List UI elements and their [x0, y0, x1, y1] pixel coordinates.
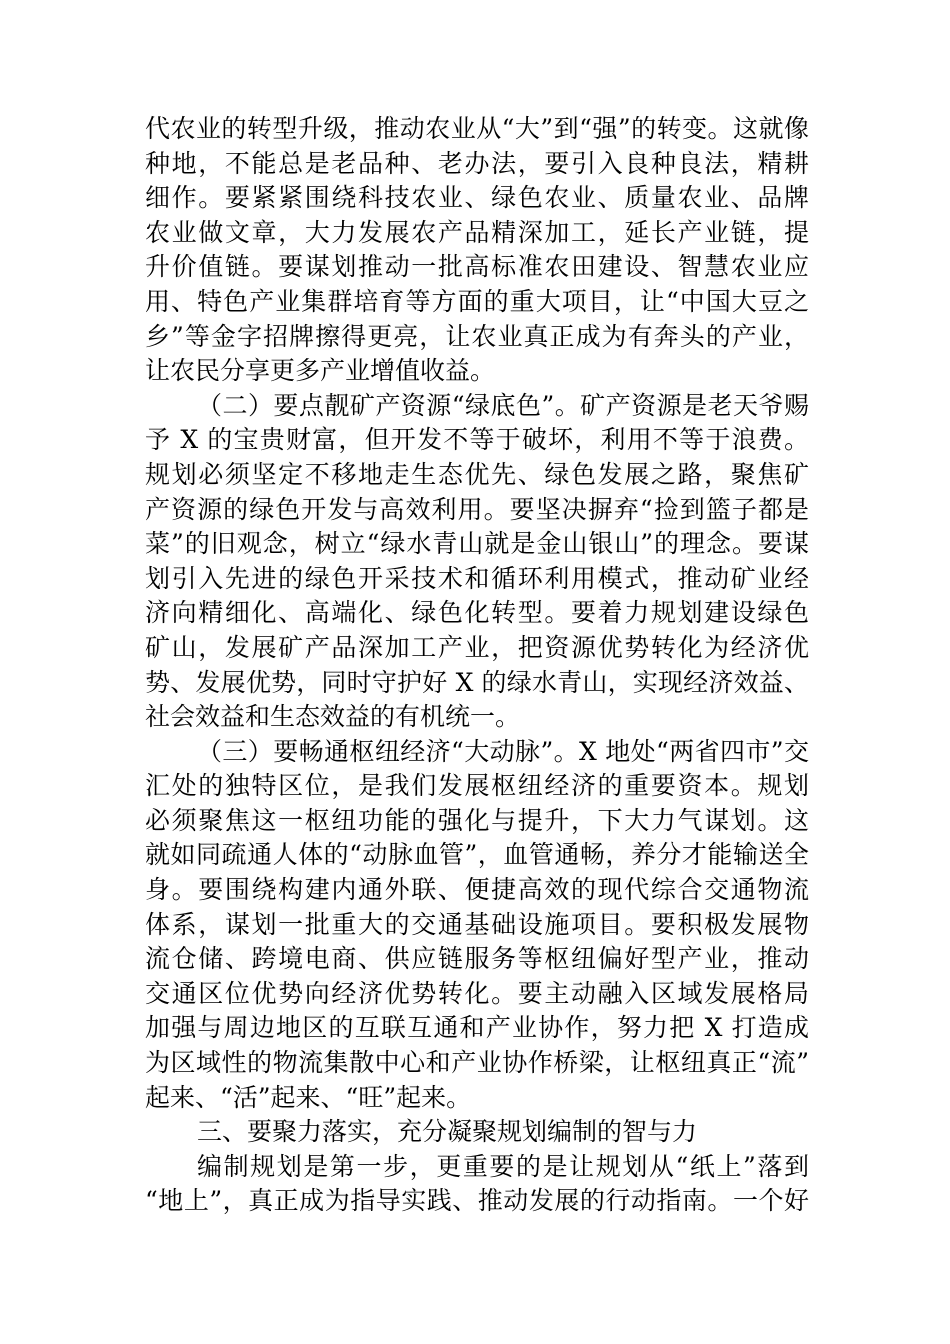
text-line: （二）要点靓矿产资源“绿底色”。矿产资源是老天爷赐 [197, 390, 809, 420]
text-line: 汇处的独特区位，是我们发展枢纽经济的重要资本。规划 [145, 771, 809, 801]
text-line: 社会效益和生态效益的有机统一。 [145, 702, 521, 732]
document-body [145, 112, 809, 1219]
text-line: 种地，不能总是老品种、老办法，要引入良种良法，精耕 [145, 148, 809, 178]
text-line: 体系，谋划一批重大的交通基础设施项目。要积极发展物 [145, 909, 809, 939]
text-line: 流仓储、跨境电商、供应链服务等枢纽偏好型产业，推动 [145, 944, 809, 974]
text-line: 为区域性的物流集散中心和产业协作桥梁，让枢纽真正“流” [145, 1048, 809, 1078]
text-line: 乡”等金字招牌擦得更亮，让农业真正成为有奔头的产业， [145, 321, 809, 351]
section-heading: 三、要聚力落实，充分凝聚规划编制的智与力 [197, 1117, 698, 1147]
paragraph-mineral-resources [145, 389, 809, 735]
paragraph-modern-agriculture [145, 112, 809, 389]
text-line: （三）要畅通枢纽经济“大动脉”。X 地处“两省四市”交 [197, 736, 809, 766]
text-line: 加强与周边地区的互联互通和产业协作，努力把 X 打造成 [145, 1013, 809, 1043]
text-line: 势、发展优势，同时守护好 X 的绿水青山，实现经济效益、 [145, 667, 809, 697]
text-line: 用、特色产业集群培育等方面的重大项目，让“中国大豆之 [145, 286, 809, 316]
paragraph-hub-economy [145, 735, 809, 1116]
text-line: 必须聚焦这一枢纽功能的强化与提升，下大力气谋划。这 [145, 805, 809, 835]
text-line: 规划必须坚定不移地走生态优先、绿色发展之路，聚焦矿 [145, 459, 809, 489]
text-line: 细作。要紧紧围绕科技农业、绿色农业、质量农业、品牌 [145, 183, 809, 213]
text-line: 农业做文章，大力发展农产品精深加工，延长产业链，提 [145, 217, 809, 247]
text-line: 产资源的绿色开发与高效利用。要坚决摒弃“捡到篮子都是 [145, 494, 809, 524]
text-line: 交通区位优势向经济优势转化。要主动融入区域发展格局 [145, 978, 809, 1008]
paragraph-implementation [145, 1150, 809, 1219]
text-line: “地上”，真正成为指导实践、推动发展的行动指南。一个好 [145, 1186, 809, 1216]
text-line: 划引入先进的绿色开采技术和循环利用模式，推动矿业经 [145, 563, 809, 593]
text-line: 代农业的转型升级，推动农业从“大”到“强”的转变。这就像 [145, 114, 809, 143]
text-line: 菜”的旧观念，树立“绿水青山就是金山银山”的理念。要谋 [145, 529, 809, 559]
text-line: 升价值链。要谋划推动一批高标准农田建设、智慧农业应 [145, 252, 809, 282]
text-line: 矿山，发展矿产品深加工产业，把资源优势转化为经济优 [145, 632, 809, 662]
text-line: 予 X 的宝贵财富，但开发不等于破坏，利用不等于浪费。 [145, 425, 809, 455]
text-line: 身。要围绕构建内通外联、便捷高效的现代综合交通物流 [145, 875, 809, 905]
text-line: 就如同疏通人体的“动脉血管”，血管通畅，养分才能输送全 [145, 840, 809, 870]
text-line: 济向精细化、高端化、绿色化转型。要着力规划建设绿色 [145, 598, 809, 628]
text-line: 让农民分享更多产业增值收益。 [145, 356, 496, 386]
text-line: 编制规划是第一步，更重要的是让规划从“纸上”落到 [197, 1151, 809, 1181]
text-line: 起来、“活”起来、“旺”起来。 [145, 1082, 472, 1112]
